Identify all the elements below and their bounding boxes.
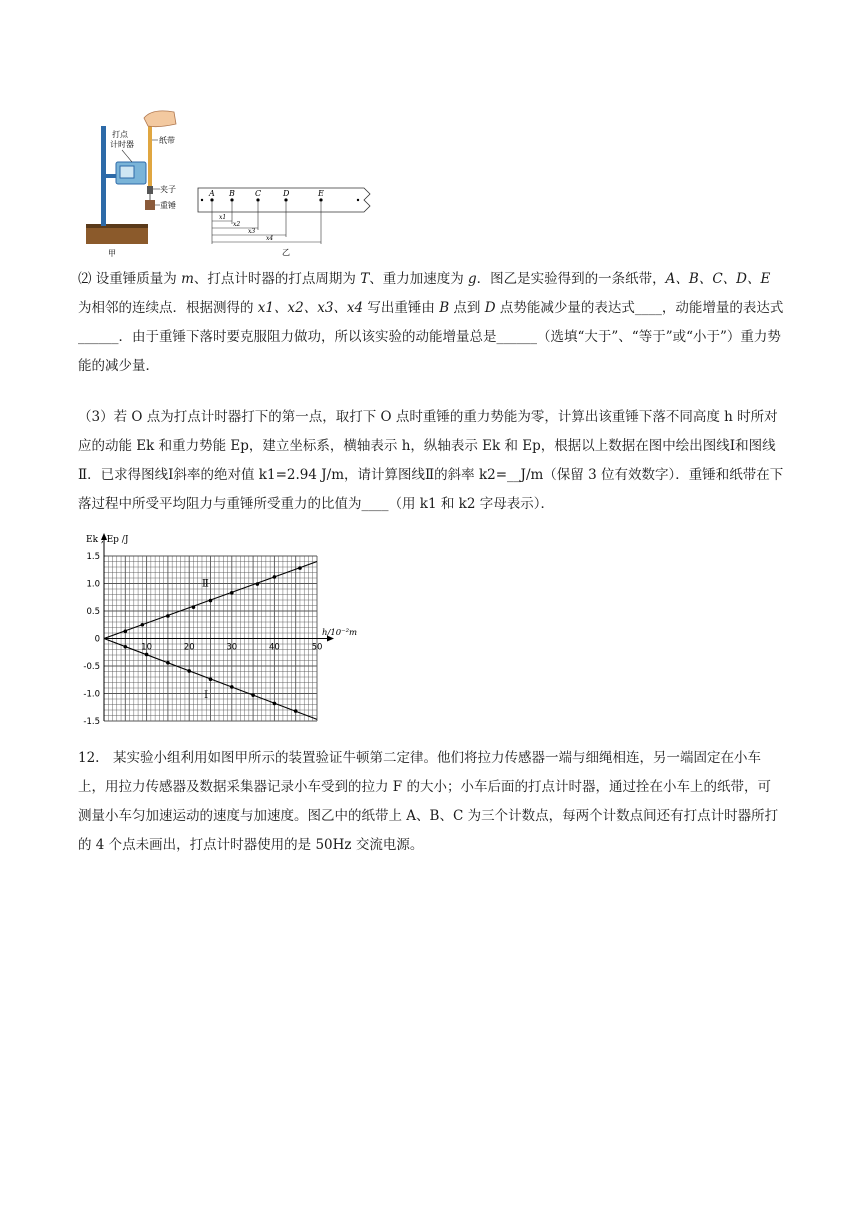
data-point — [124, 645, 128, 649]
tape-dot-a — [210, 198, 213, 201]
data-point — [230, 591, 234, 595]
data-point — [124, 630, 128, 634]
clip-label: 夹子 — [160, 185, 176, 194]
y-tick-label: 0.5 — [86, 607, 100, 617]
tape-caption: 乙 — [282, 248, 290, 257]
y-tick-label: -1.5 — [83, 717, 100, 727]
data-point — [273, 575, 277, 579]
q2-text-5: 为相邻的连续点．根据测得的 — [78, 300, 258, 316]
x-tick-label: 30 — [226, 642, 238, 653]
series-label: Ⅱ — [201, 578, 209, 590]
chart-x-label: h/10⁻²m — [322, 628, 358, 638]
data-point — [230, 685, 234, 689]
q2-text-2: 、打点计时器的打点周期为 — [193, 271, 361, 287]
q2-period-symbol: T — [360, 271, 370, 287]
data-point — [251, 693, 255, 697]
energy-height-chart — [78, 528, 358, 730]
data-point — [256, 582, 260, 586]
q2-point-d: D — [484, 300, 496, 316]
x-tick-label: 40 — [268, 642, 280, 653]
y-tick-label: -1.0 — [83, 689, 100, 700]
distance-x2: x2 — [233, 221, 241, 228]
clip-icon — [147, 186, 153, 194]
chart-y-label: Ek , Ep /J — [86, 535, 129, 545]
question-12-paragraph: 12. 某实验小组利用如图甲所示的装置验证牛顿第二定律。他们将拉力传感器一端与细绳相连，另一端固定在小车上，用拉力传感器及数据采集器记录小车受到的拉力 F 的大小；小车后面的打点计时器，通过拴在小车上的纸带，可测量小车匀加速运动的速度与加速度。图乙中的纸带上 A、B、C 为三个计数点，每两个计数点间还有打点计时器所打的 4 个点未画出，打点计时器使用的是 50Hz 交流电源。 — [78, 750, 779, 853]
question-2-paragraph — [78, 265, 784, 381]
q2-text-3: 、重力加速度为 — [369, 271, 469, 287]
q2-text-6: 写出重锤由 — [363, 300, 440, 316]
series-label: Ⅰ — [204, 689, 209, 701]
apparatus-figure — [86, 111, 176, 258]
tape-label-d: D — [283, 189, 290, 198]
experiment-figure — [78, 104, 388, 260]
y-tick-label: 1.5 — [86, 552, 100, 562]
q2-distances: x1、x2、x3、x4 — [257, 300, 364, 316]
tape-dot-d — [284, 198, 287, 201]
data-point — [209, 599, 213, 603]
y-tick-label: 0 — [94, 634, 100, 645]
q2-text-7: 点到 — [449, 300, 485, 316]
q2-gravity-symbol: g — [468, 271, 477, 287]
timer-label: 打点计时器 — [110, 130, 134, 149]
data-point — [294, 709, 298, 713]
distance-x3: x3 — [248, 228, 256, 235]
data-point — [298, 566, 302, 570]
tape-figure — [198, 188, 370, 257]
distance-x1: x1 — [219, 214, 227, 221]
tape-dot-e — [319, 198, 322, 201]
tape-label-b: B — [229, 189, 235, 198]
x-tick-label: 10 — [141, 642, 153, 653]
y-tick-label: -0.5 — [83, 662, 100, 672]
tape-label-e: E — [318, 189, 324, 198]
apparatus-caption: 甲 — [108, 249, 116, 258]
q2-points: A、B、C、D、E — [665, 271, 771, 287]
data-point — [187, 669, 191, 673]
tape-dot-c — [256, 198, 259, 201]
stand-base — [86, 226, 148, 244]
data-point — [192, 605, 196, 609]
data-point — [273, 702, 277, 706]
q2-mass-symbol: m — [181, 271, 194, 287]
tape-dot-b — [230, 198, 233, 201]
question-2-marker: ⑵ — [78, 271, 92, 287]
q2-text-8: 点势能减少量的表达式____，动能增量的表达式______．由于重锤下落时要克服阻力做功，所以该实验的动能增量总是______（选填“大于”、“等于”或“小于”）重力势能的减少量． — [78, 300, 784, 374]
tape-label-c: C — [255, 189, 262, 198]
weight-label: 重锤 — [160, 201, 176, 210]
question-3-paragraph: （3）若 O 点为打点计时器打下的第一点，取打下 O 点时重锤的重力势能为零，计算出该重锤下落不同高度 h 时所对应的动能 Ek 和重力势能 Ep，建立坐标系，横轴表示 h，纵轴表示 Ek 和 Ep，根据以上数据在图中绘出图线Ⅰ和图线Ⅱ．已求得图线Ⅰ斜率的绝对值 k1=2.94 J/m，请计算图线Ⅱ的斜率 k2=__J/m（保留 3 位有效数字）．重锤和纸带在下落过程中所受平均阻力与重锤所受重力的比值为____（用 k1 和 k2 字母表示）． — [78, 409, 784, 512]
y-tick-label: 1.0 — [86, 579, 100, 590]
q2-text-4: ．图乙是实验得到的一条纸带， — [476, 271, 666, 287]
tape-label-a: A — [209, 189, 215, 198]
data-point — [209, 677, 213, 681]
weight-icon — [145, 200, 155, 210]
x-tick-label: 20 — [183, 642, 195, 653]
distance-x4: x4 — [266, 235, 274, 242]
x-tick-label: 50 — [311, 642, 323, 653]
data-point — [166, 614, 170, 618]
data-point — [166, 661, 170, 665]
data-point — [141, 623, 145, 627]
data-point — [145, 653, 149, 657]
hand-icon — [144, 111, 176, 127]
tape-label: 纸带 — [159, 136, 175, 145]
q2-point-b: B — [439, 300, 450, 316]
q2-text-1: 设重锤质量为 — [91, 271, 182, 287]
